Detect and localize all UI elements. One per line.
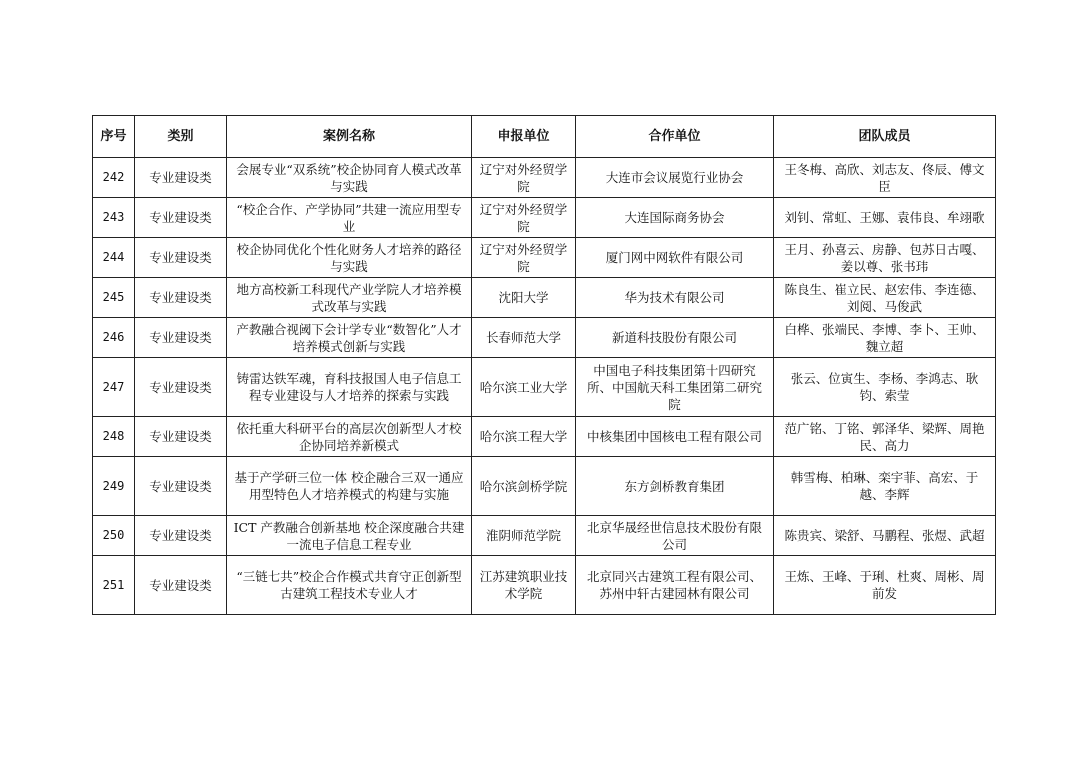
cell-no: 251 <box>93 556 135 615</box>
cell-members: 王冬梅、高欣、刘志友、佟辰、傅文臣 <box>774 158 996 198</box>
cell-applicant: 辽宁对外经贸学院 <box>472 158 576 198</box>
cell-partner: 中核集团中国核电工程有限公司 <box>576 417 774 457</box>
cell-category: 专业建设类 <box>135 158 227 198</box>
cell-partner: 北京同兴古建筑工程有限公司、苏州中轩古建园林有限公司 <box>576 556 774 615</box>
cell-partner: 大连市会议展览行业协会 <box>576 158 774 198</box>
cell-no: 247 <box>93 358 135 417</box>
table-row <box>93 556 996 615</box>
cell-applicant: 辽宁对外经贸学院 <box>472 198 576 238</box>
cell-applicant: 哈尔滨剑桥学院 <box>472 457 576 516</box>
cell-category: 专业建设类 <box>135 198 227 238</box>
cell-title: 校企协同优化个性化财务人才培养的路径与实践 <box>227 238 472 278</box>
cell-no: 250 <box>93 516 135 556</box>
cell-title: “校企合作、产学协同”共建一流应用型专业 <box>227 198 472 238</box>
cell-applicant: 哈尔滨工程大学 <box>472 417 576 457</box>
cell-title: 产教融合视阈下会计学专业“数智化”人才培养模式创新与实践 <box>227 318 472 358</box>
case-table <box>92 115 996 615</box>
cell-title: 基于产学研三位一体 校企融合三双一通应用型特色人才培养模式的构建与实施 <box>227 457 472 516</box>
header-applicant: 申报单位 <box>472 116 576 158</box>
table-row <box>93 457 996 516</box>
cell-members: 范广铭、丁铭、郭泽华、梁辉、周艳民、高力 <box>774 417 996 457</box>
cell-category: 专业建设类 <box>135 556 227 615</box>
cell-category: 专业建设类 <box>135 278 227 318</box>
cell-partner: 大连国际商务协会 <box>576 198 774 238</box>
cell-no: 249 <box>93 457 135 516</box>
table-row <box>93 238 996 278</box>
cell-category: 专业建设类 <box>135 358 227 417</box>
table-row <box>93 516 996 556</box>
cell-members: 王炼、王峰、于琍、杜爽、周彬、周前发 <box>774 556 996 615</box>
cell-partner: 北京华晟经世信息技术股份有限公司 <box>576 516 774 556</box>
cell-title: ICT 产教融合创新基地 校企深度融合共建一流电子信息工程专业 <box>227 516 472 556</box>
header-row <box>93 116 996 158</box>
cell-applicant: 江苏建筑职业技术学院 <box>472 556 576 615</box>
cell-title: 依托重大科研平台的高层次创新型人才校企协同培养新模式 <box>227 417 472 457</box>
cell-category: 专业建设类 <box>135 238 227 278</box>
cell-members: 王月、孙喜云、房静、包苏日古嘎、姜以尊、张书玮 <box>774 238 996 278</box>
cell-no: 242 <box>93 158 135 198</box>
cell-partner: 中国电子科技集团第十四研究所、中国航天科工集团第二研究院 <box>576 358 774 417</box>
cell-members: 陈良生、崔立民、赵宏伟、李连德、刘阅、马俊武 <box>774 278 996 318</box>
cell-title: 地方高校新工科现代产业学院人才培养模式改革与实践 <box>227 278 472 318</box>
cell-members: 陈贵宾、梁舒、马鹏程、张煜、武超 <box>774 516 996 556</box>
cell-no: 248 <box>93 417 135 457</box>
table-row <box>93 417 996 457</box>
cell-applicant: 辽宁对外经贸学院 <box>472 238 576 278</box>
cell-title: 铸雷达铁军魂，育科技报国人电子信息工程专业建设与人才培养的探索与实践 <box>227 358 472 417</box>
cell-category: 专业建设类 <box>135 516 227 556</box>
table-row <box>93 318 996 358</box>
cell-applicant: 淮阴师范学院 <box>472 516 576 556</box>
table-row <box>93 198 996 238</box>
cell-no: 245 <box>93 278 135 318</box>
header-category: 类别 <box>135 116 227 158</box>
cell-applicant: 长春师范大学 <box>472 318 576 358</box>
cell-partner: 新道科技股份有限公司 <box>576 318 774 358</box>
cell-category: 专业建设类 <box>135 318 227 358</box>
cell-partner: 厦门网中网软件有限公司 <box>576 238 774 278</box>
cell-members: 韩雪梅、柏琳、栾宇菲、高宏、于越、李辉 <box>774 457 996 516</box>
cell-category: 专业建设类 <box>135 417 227 457</box>
header-no: 序号 <box>93 116 135 158</box>
table-row <box>93 158 996 198</box>
cell-partner: 东方剑桥教育集团 <box>576 457 774 516</box>
cell-members: 张云、位寅生、李杨、李鸿志、耿钧、索莹 <box>774 358 996 417</box>
cell-no: 246 <box>93 318 135 358</box>
header-partner: 合作单位 <box>576 116 774 158</box>
table-row <box>93 358 996 417</box>
cell-applicant: 哈尔滨工业大学 <box>472 358 576 417</box>
cell-no: 244 <box>93 238 135 278</box>
cell-title: 会展专业“双系统”校企协同育人模式改革与实践 <box>227 158 472 198</box>
cell-category: 专业建设类 <box>135 457 227 516</box>
header-members: 团队成员 <box>774 116 996 158</box>
cell-no: 243 <box>93 198 135 238</box>
cell-partner: 华为技术有限公司 <box>576 278 774 318</box>
cell-members: 刘钊、常虹、王娜、袁伟良、牟翊歌 <box>774 198 996 238</box>
cell-title: “三链七共”校企合作模式共育守正创新型古建筑工程技术专业人才 <box>227 556 472 615</box>
header-title: 案例名称 <box>227 116 472 158</box>
cell-members: 白桦、张端民、李博、李卜、王帅、魏立超 <box>774 318 996 358</box>
table-row <box>93 278 996 318</box>
cell-applicant: 沈阳大学 <box>472 278 576 318</box>
